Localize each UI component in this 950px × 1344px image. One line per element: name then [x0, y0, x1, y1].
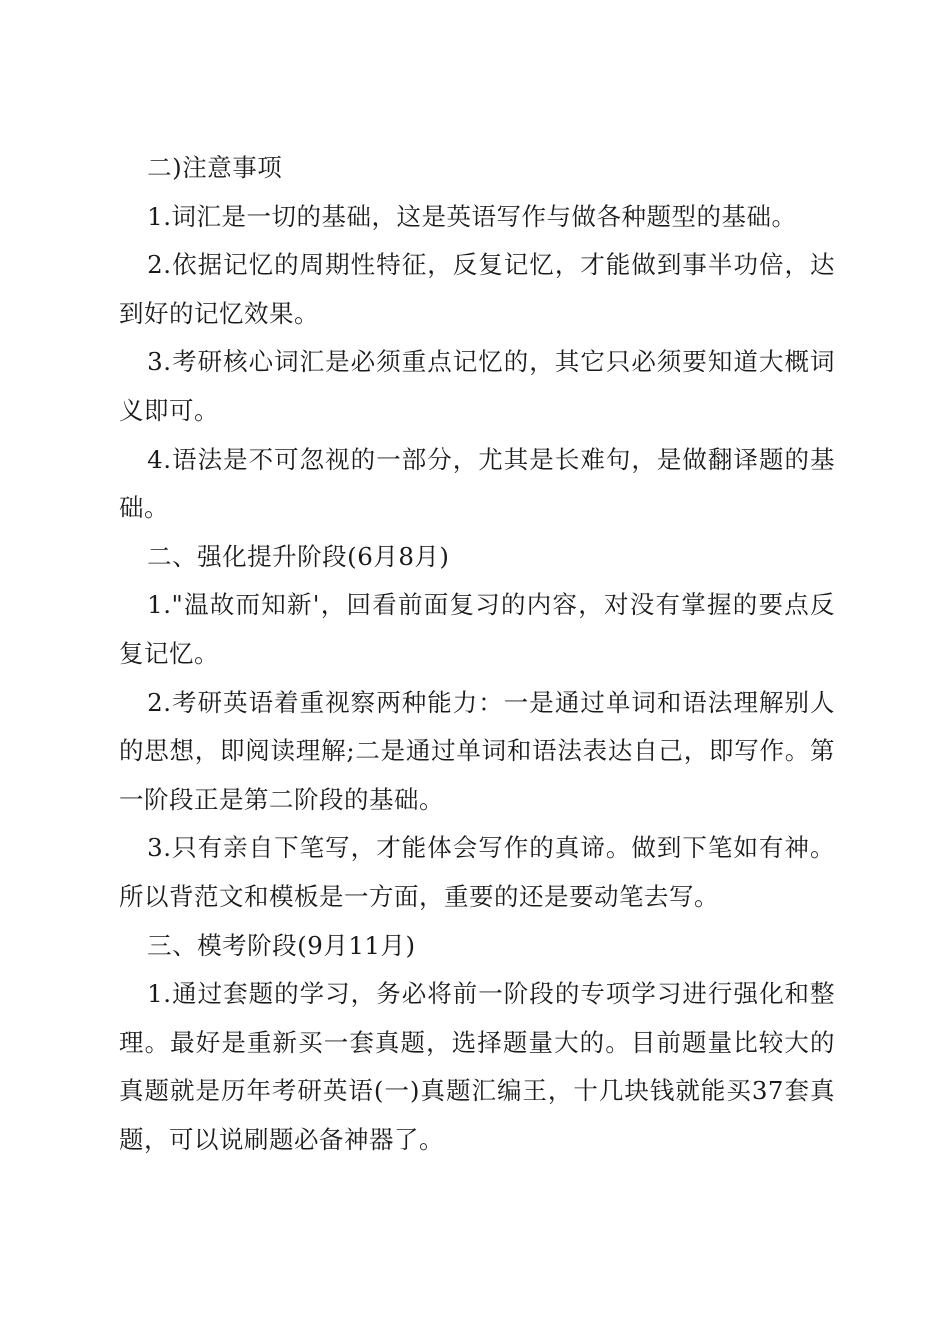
stage-2-item-2: 2.考研英语着重视察两种能力：一是通过单词和语法理解别人的思想，即阅读理解;二是通过单词和语法表达自己，即写作。第一阶段正是第二阶段的基础。 — [119, 687, 835, 814]
section-heading-notes: 二)注意事项 — [147, 153, 283, 182]
note-item-1: 1.词汇是一切的基础，这是英语写作与做各种题型的基础。 — [147, 201, 797, 231]
document-page — [119, 144, 835, 1164]
section-heading-stage-3: 三、模考阶段(9月11月) — [147, 930, 416, 960]
note-item-2: 2.依据记忆的周期性特征，反复记忆，才能做到事半功倍，达到好的记忆效果。 — [119, 250, 835, 328]
stage-2-item-3: 3.只有亲自下笔写，才能体会写作的真谛。做到下笔如有神。所以背范文和模板是一方面，重要的还是要动笔去写。 — [119, 833, 835, 911]
stage-2-item-1: 1."温故而知新'，回看前面复习的内容，对没有掌握的要点反复记忆。 — [119, 590, 835, 668]
stage-3-item-1: 1.通过套题的学习，务必将前一阶段的专项学习进行强化和整理。最好是重新买一套真题，选择题量大的。目前题量比较大的真题就是历年考研英语(一)真题汇编王，十几块钱就能买37套真题，可以说刷题必备神器了。 — [119, 979, 835, 1154]
section-heading-stage-2: 二、强化提升阶段(6月8月) — [147, 541, 450, 571]
note-item-4: 4.语法是不可忽视的一部分，尤其是长难句，是做翻译题的基础。 — [119, 444, 835, 523]
note-item-3: 3.考研核心词汇是必须重点记忆的，其它只必须要知道大概词义即可。 — [119, 347, 835, 425]
